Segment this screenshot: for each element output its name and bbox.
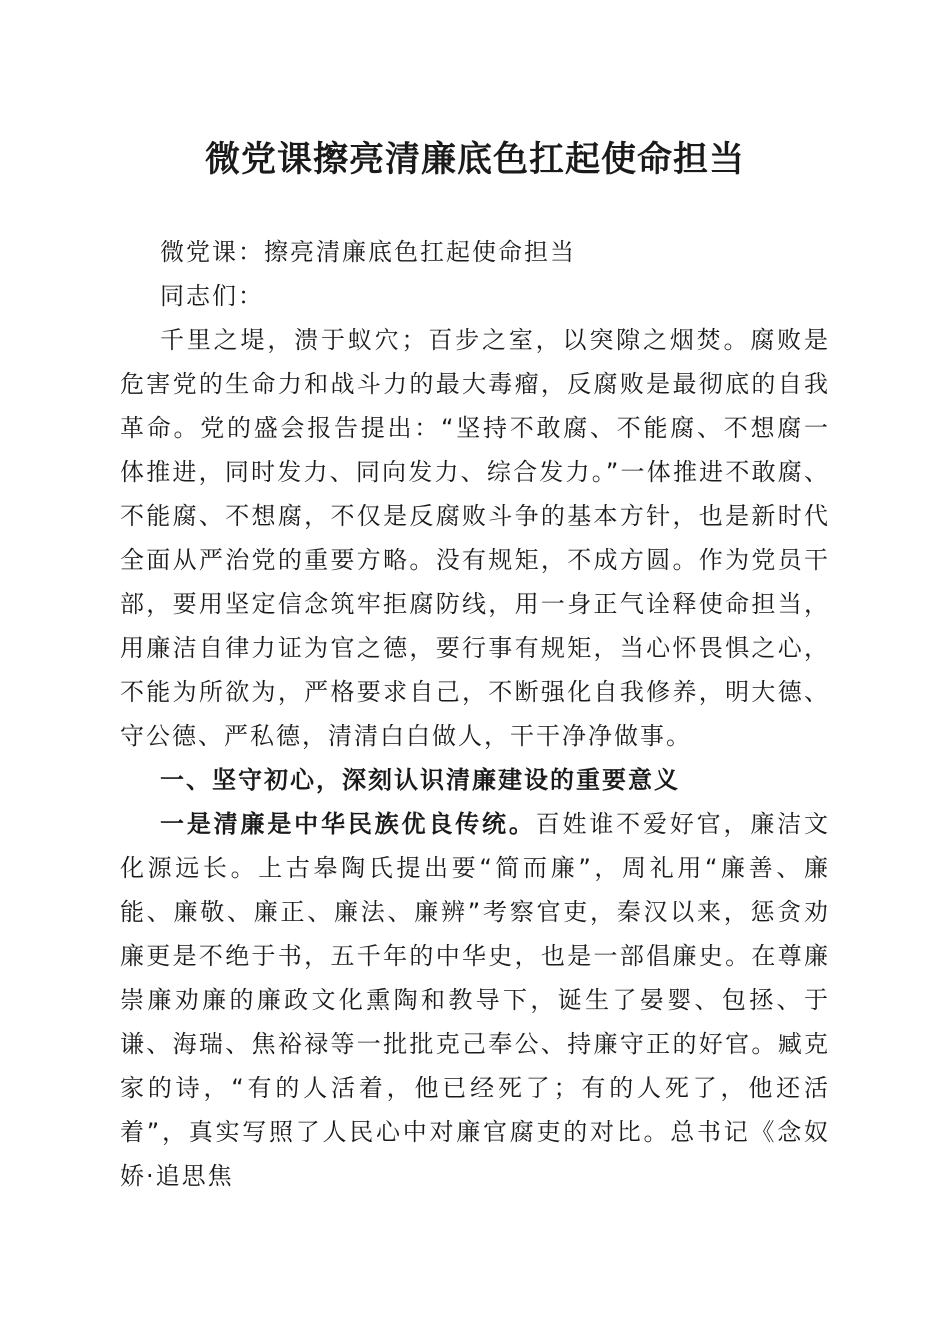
intro-paragraph: 千里之堤，溃于蚁穴；百步之室，以突隙之烟焚。腐败是危害党的生命力和战斗力的最大毒瘤，反腐败是最彻底的自我革命。党的盛会报告提出：“坚持不敢腐、不能腐、不想腐一体推进，同时发力、同向发力、综合发力。”一体推进不敢腐、不能腐、不想腐，不仅是反腐败斗争的基本方针，也是新时代全面从严治党的重要方略。没有规矩，不成方圆。作为党员干部，要用坚定信念筑牢拒腐防线，用一身正气诠释使命担当，用廉洁自律力证为官之德，要行事有规矩，当心怀畏惧之心，不能为所欲为，严格要求自己，不断强化自我修养，明大德、守公德、严私德，清清白白做人，干干净净做事。	[120, 326, 830, 750]
document-body	[120, 230, 830, 1198]
section-paragraph	[120, 802, 830, 1198]
greeting-line: 同志们：	[160, 282, 264, 310]
document-title: 微党课擦亮清廉底色扛起使命担当	[204, 139, 745, 180]
subtitle-line: 微党课：擦亮清廉底色扛起使命担当	[160, 238, 576, 266]
section-heading: 一、坚守初心，深刻认识清廉建设的重要意义	[160, 766, 680, 794]
section-paragraph-text: 百姓谁不爱好官，廉洁文化源远长。上古皋陶氏提出要“简而廉”，周礼用“廉善、廉能、廉敬、廉正、廉法、廉辨”考察官吏，秦汉以来，惩贪劝廉更是不绝于书，五千年的中华史，也是一部倡廉史。在尊廉崇廉劝廉的廉政文化熏陶和教导下，诞生了晏婴、包拯、于谦、海瑞、焦裕禄等一批批克己奉公、持廉守正的好官。臧克家的诗，“有的人活着，他已经死了；有的人死了，他还活着”，真实写照了人民心中对廉官腐吏的对比。总书记《念奴娇·追思焦	[120, 810, 831, 1190]
section-lead: 一是清廉是中华民族优良传统。	[160, 810, 536, 838]
